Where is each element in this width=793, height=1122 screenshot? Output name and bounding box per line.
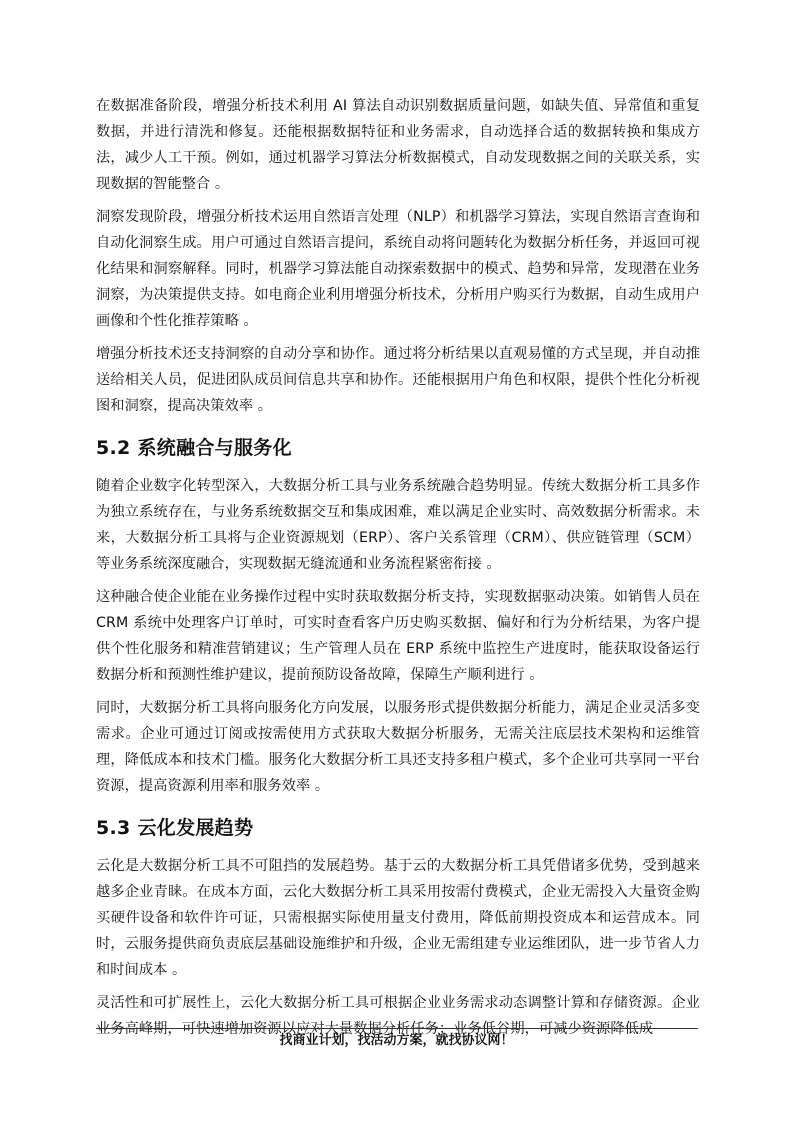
paragraph: 灵活性和可扩展性上，云化大数据分析工具可根据企业业务需求动态调整计算和存储资源。企业业务高峰期，可快速增加资源以应对大量数据分析任务；业务低谷期，可减少资源降低成: [96, 995, 700, 1037]
paragraph: 增强分析技术还支持洞察的自动分享和协作。通过将分析结果以直观易懂的方式呈现，并自动推送给相关人员，促进团队成员间信息共享和协作。还能根据用户角色和权限，提供个性化分析视图和洞察，提高决策效率 。: [96, 346, 700, 414]
document-body: [96, 93, 700, 1049]
paragraph: 云化是大数据分析工具不可阻挡的发展趋势。基于云的大数据分析工具凭借诸多优势，受到越来越多企业青睐。在成本方面，云化大数据分析工具采用按需付费模式，企业无需投入大量资金购买硬件设备和软件许可证，只需根据实际使用量支付费用，降低前期投资成本和运营成本。同时，云服务提供商负责底层基础设施维护和升级，企业无需组建专业运维团队，进一步节省人力和时间成本 。: [96, 858, 700, 978]
footer-divider: [96, 1028, 698, 1029]
paragraph: 随着企业数字化转型深入，大数据分析工具与业务系统融合趋势明显。传统大数据分析工具多作为独立系统存在，与业务系统数据交互和集成困难，难以满足企业实时、高效数据分析需求。未来，大数据分析工具将与企业资源规划（ERP）、客户关系管理（CRM）、供应链管理（SCM）等业务系统深度融合，实现数据无缝流通和业务流程紧密衔接 。: [96, 478, 700, 572]
section-heading-5-2: 5.2 系统融合与服务化: [96, 437, 292, 459]
paragraph: 在数据准备阶段，增强分析技术利用 AI 算法自动识别数据质量问题，如缺失值、异常值和重复数据，并进行清洗和修复。还能根据数据特征和业务需求，自动选择合适的数据转换和集成方法，减少人工干预。例如，通过机器学习算法分析数据模式，自动发现数据之间的关联关系，实现数据的智能整合 。: [96, 98, 700, 192]
paragraph: 这种融合使企业能在业务操作过程中实时获取数据分析支持，实现数据驱动决策。如销售人员在 CRM 系统中处理客户订单时，可实时查看客户历史购买数据、偏好和行为分析结果，为客户提供个性化服务和精准营销建议；生产管理人员在 ERP 系统中监控生产进度时，能获取设备运行数据分析和预测性维护建议，提前预防设备故障，保障生产顺利进行 。: [96, 589, 700, 683]
footer-text: 找商业计划，找活动方案，就找协议网！: [279, 1033, 514, 1048]
paragraph: 洞察发现阶段，增强分析技术运用自然语言处理（NLP）和机器学习算法，实现自然语言查询和自动化洞察生成。用户可通过自然语言提问，系统自动将问题转化为数据分析任务，并返回可视化结果和洞察解释。同时，机器学习算法能自动探索数据中的模式、趋势和异常，发现潜在业务洞察，为决策提供支持。如电商企业利用增强分析技术，分析用户购买行为数据，自动生成用户画像和个性化推荐策略 。: [96, 209, 700, 329]
section-heading-5-3: 5.3 云化发展趋势: [96, 817, 254, 839]
paragraph: 同时，大数据分析工具将向服务化方向发展，以服务形式提供数据分析能力，满足企业灵活多变需求。企业可通过订阅或按需使用方式获取大数据分析服务，无需关注底层技术架构和运维管理，降低成本和技术门槛。服务化大数据分析工具还支持多租户模式，多个企业可共享同一平台资源，提高资源利用率和服务效率 。: [96, 700, 700, 794]
